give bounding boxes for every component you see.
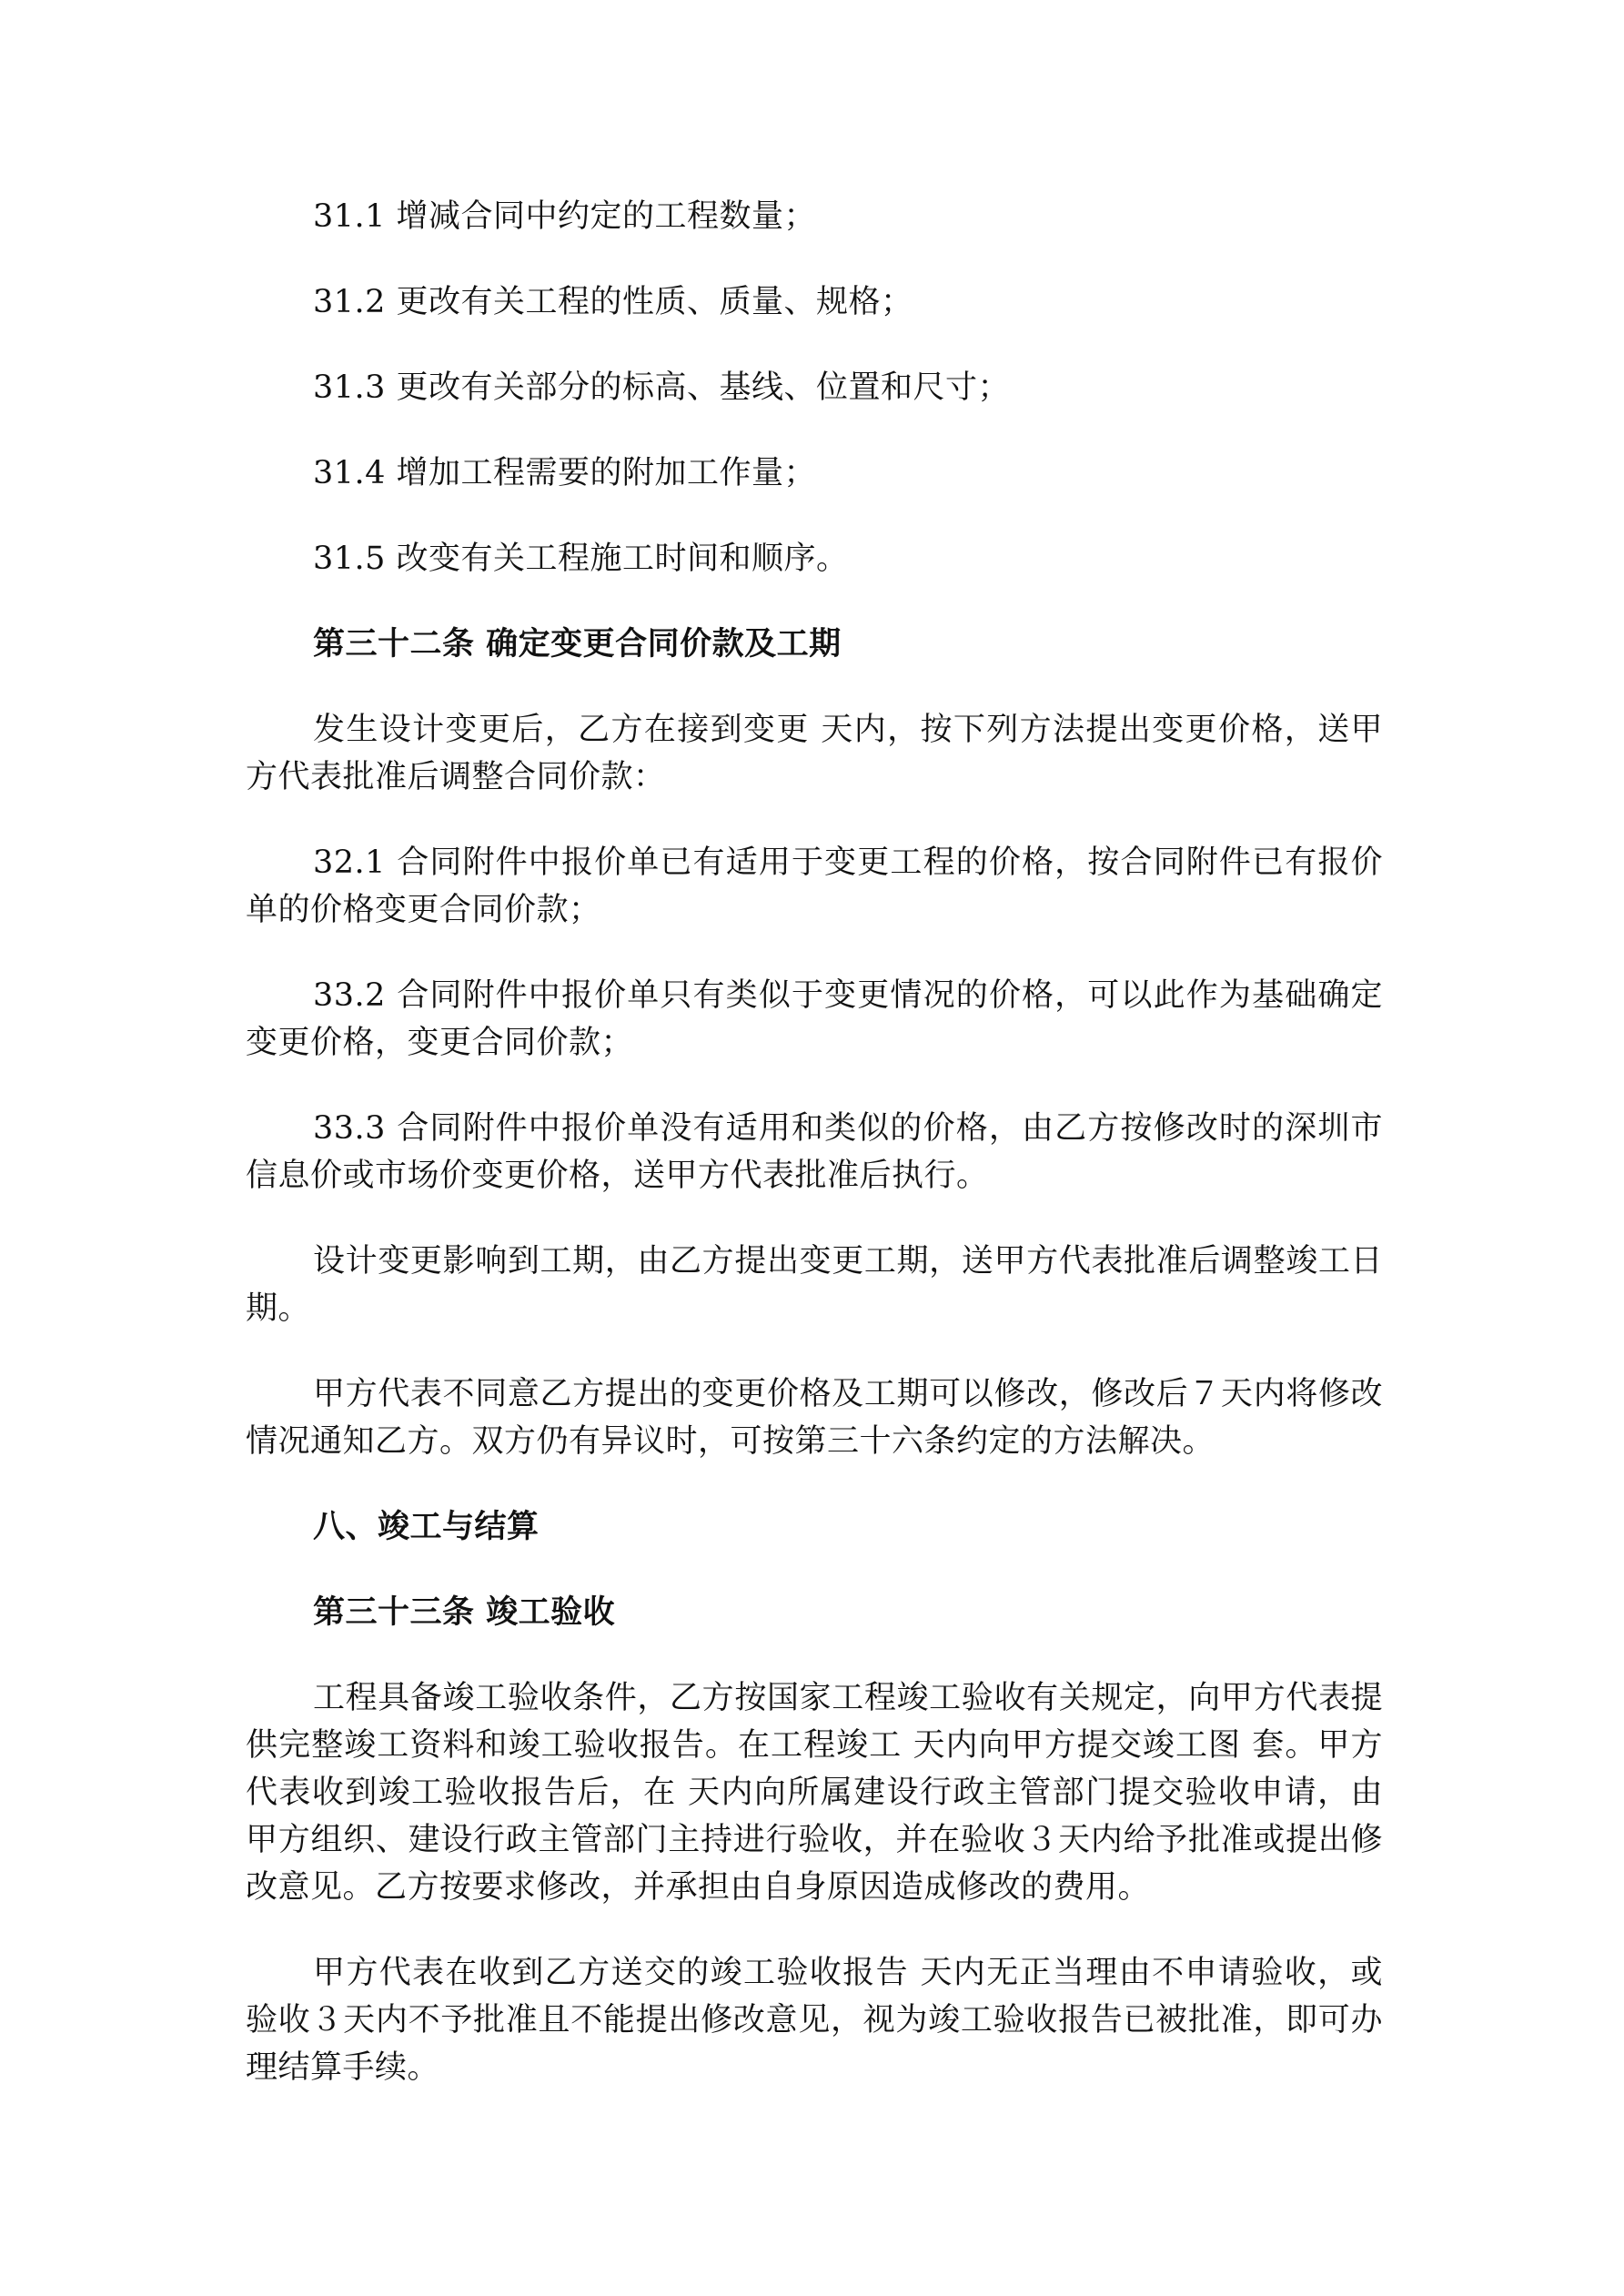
article-32-heading: 第三十二条 确定变更合同价款及工期 [313,625,842,663]
clause-31-3: 31.3 更改有关部分的标高、基线、位置和尺寸； [313,369,1011,406]
clause-32-1: 32.1 合同附件中报价单已有适用于变更工程的价格，按合同附件已有报价单的价格变更合同价款； [246,845,1383,928]
schedule-change-paragraph: 设计变更影响到工期，由乙方提出变更工期，送甲方代表批准后调整竣工日期。 [246,1243,1383,1327]
document-body [246,193,1383,2129]
clause-33-3: 33.3 合同附件中报价单没有适用和类似的价格，由乙方按修改时的深圳市信息价或市场价变更价格，送甲方代表批准后执行。 [246,1110,1383,1194]
clause-31-5: 31.5 改变有关工程施工时间和顺序。 [313,541,849,577]
clause-31-4: 31.4 增加工程需要的附加工作量； [313,455,817,491]
clause-31-2: 31.2 更改有关工程的性质、质量、规格； [313,284,913,320]
clause-31-1: 31.1 增减合同中约定的工程数量； [313,198,817,235]
article-32-intro: 发生设计变更后，乙方在接到变更 天内，按下列方法提出变更价格，送甲方代表批准后调整合同价款： [246,712,1383,795]
completion-acceptance-paragraph: 工程具备竣工验收条件，乙方按国家工程竣工验收有关规定，向甲方代表提供完整竣工资料和竣工验收报告。在工程竣工 天内向甲方提交竣工图 套。甲方代表收到竣工验收报告后，在 天内向所属建设行政主管部门提交验收申请，由甲方组织、建设行政主管部门主持进行验收，并在验收３天内给予批准或提出修改意见。乙方按要求修改，并承担由自身原因造成修改的费用。 [246,1680,1383,1906]
section-8-heading: 八、竣工与结算 [313,1508,540,1545]
article-33-heading: 第三十三条 竣工验收 [313,1593,616,1631]
acceptance-approval-paragraph: 甲方代表在收到乙方送交的竣工验收报告 天内无正当理由不申请验收，或验收３天内不予批准且不能提出修改意见，视为竣工验收报告已被批准，即可办理结算手续。 [246,1955,1383,2086]
disagreement-paragraph: 甲方代表不同意乙方提出的变更价格及工期可以修改，修改后７天内将修改情况通知乙方。双方仍有异议时，可按第三十六条约定的方法解决。 [246,1376,1383,1460]
clause-33-2: 33.2 合同附件中报价单只有类似于变更情况的价格，可以此作为基础确定变更价格，变更合同价款； [246,977,1383,1061]
